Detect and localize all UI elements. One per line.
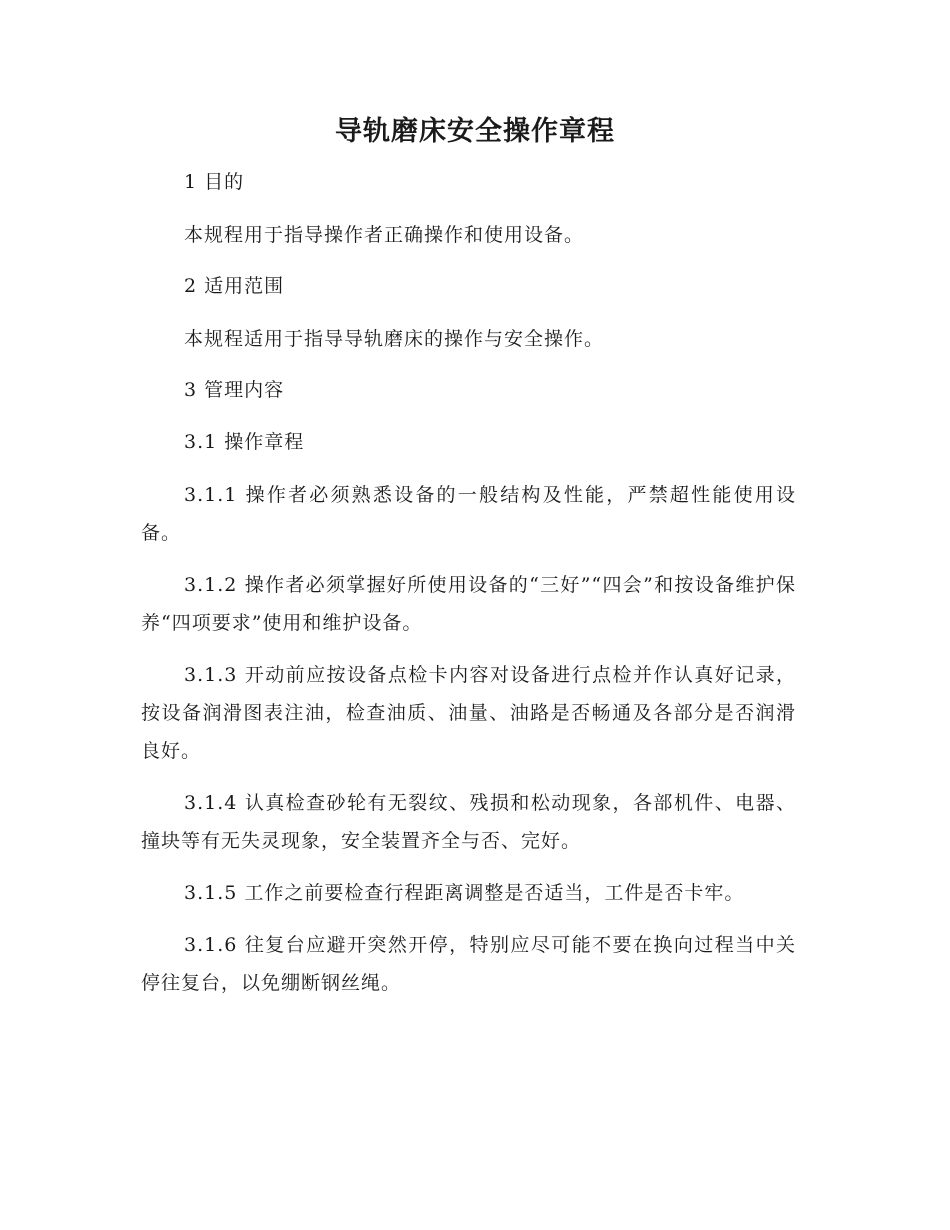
rule-3-1-1: 3.1.1 操作者必须熟悉设备的一般结构及性能，严禁超性能使用设备。 xyxy=(141,484,796,544)
rule-3-1-3: 3.1.3 开动前应按设备点检卡内容对设备进行点检并作认真好记录，按设备润滑图表注油，检查油质、油量、油路是否畅通及各部分是否润滑良好。 xyxy=(141,664,796,762)
rule-3-1-5: 3.1.5 工作之前要检查行程距离调整是否适当，工件是否卡牢。 xyxy=(184,882,745,904)
section-heading-management: 3 管理内容 xyxy=(184,379,285,401)
rule-3-1-6: 3.1.6 往复台应避开突然开停，特别应尽可能不要在换向过程当中关停往复台，以免绷断钢丝绳。 xyxy=(141,934,796,994)
paragraph-purpose: 本规程用于指导操作者正确操作和使用设备。 xyxy=(184,224,585,246)
rule-3-1-4: 3.1.4 认真检查砂轮有无裂纹、残损和松动现象，各部机件、电器、撞块等有无失灵现象，安全装置齐全与否、完好。 xyxy=(141,792,796,852)
rule-3-1-2: 3.1.2 操作者必须掌握好所使用设备的“三好”“四会”和按设备维护保养“四项要求”使用和维护设备。 xyxy=(141,574,796,634)
document-title: 导轨磨床安全操作章程 xyxy=(335,116,615,147)
section-heading-operation-rules: 3.1 操作章程 xyxy=(184,431,305,453)
document-body xyxy=(141,164,796,1016)
section-heading-scope: 2 适用范围 xyxy=(184,275,285,297)
section-heading-purpose: 1 目的 xyxy=(184,171,245,193)
paragraph-scope: 本规程适用于指导导轨磨床的操作与安全操作。 xyxy=(184,328,605,350)
